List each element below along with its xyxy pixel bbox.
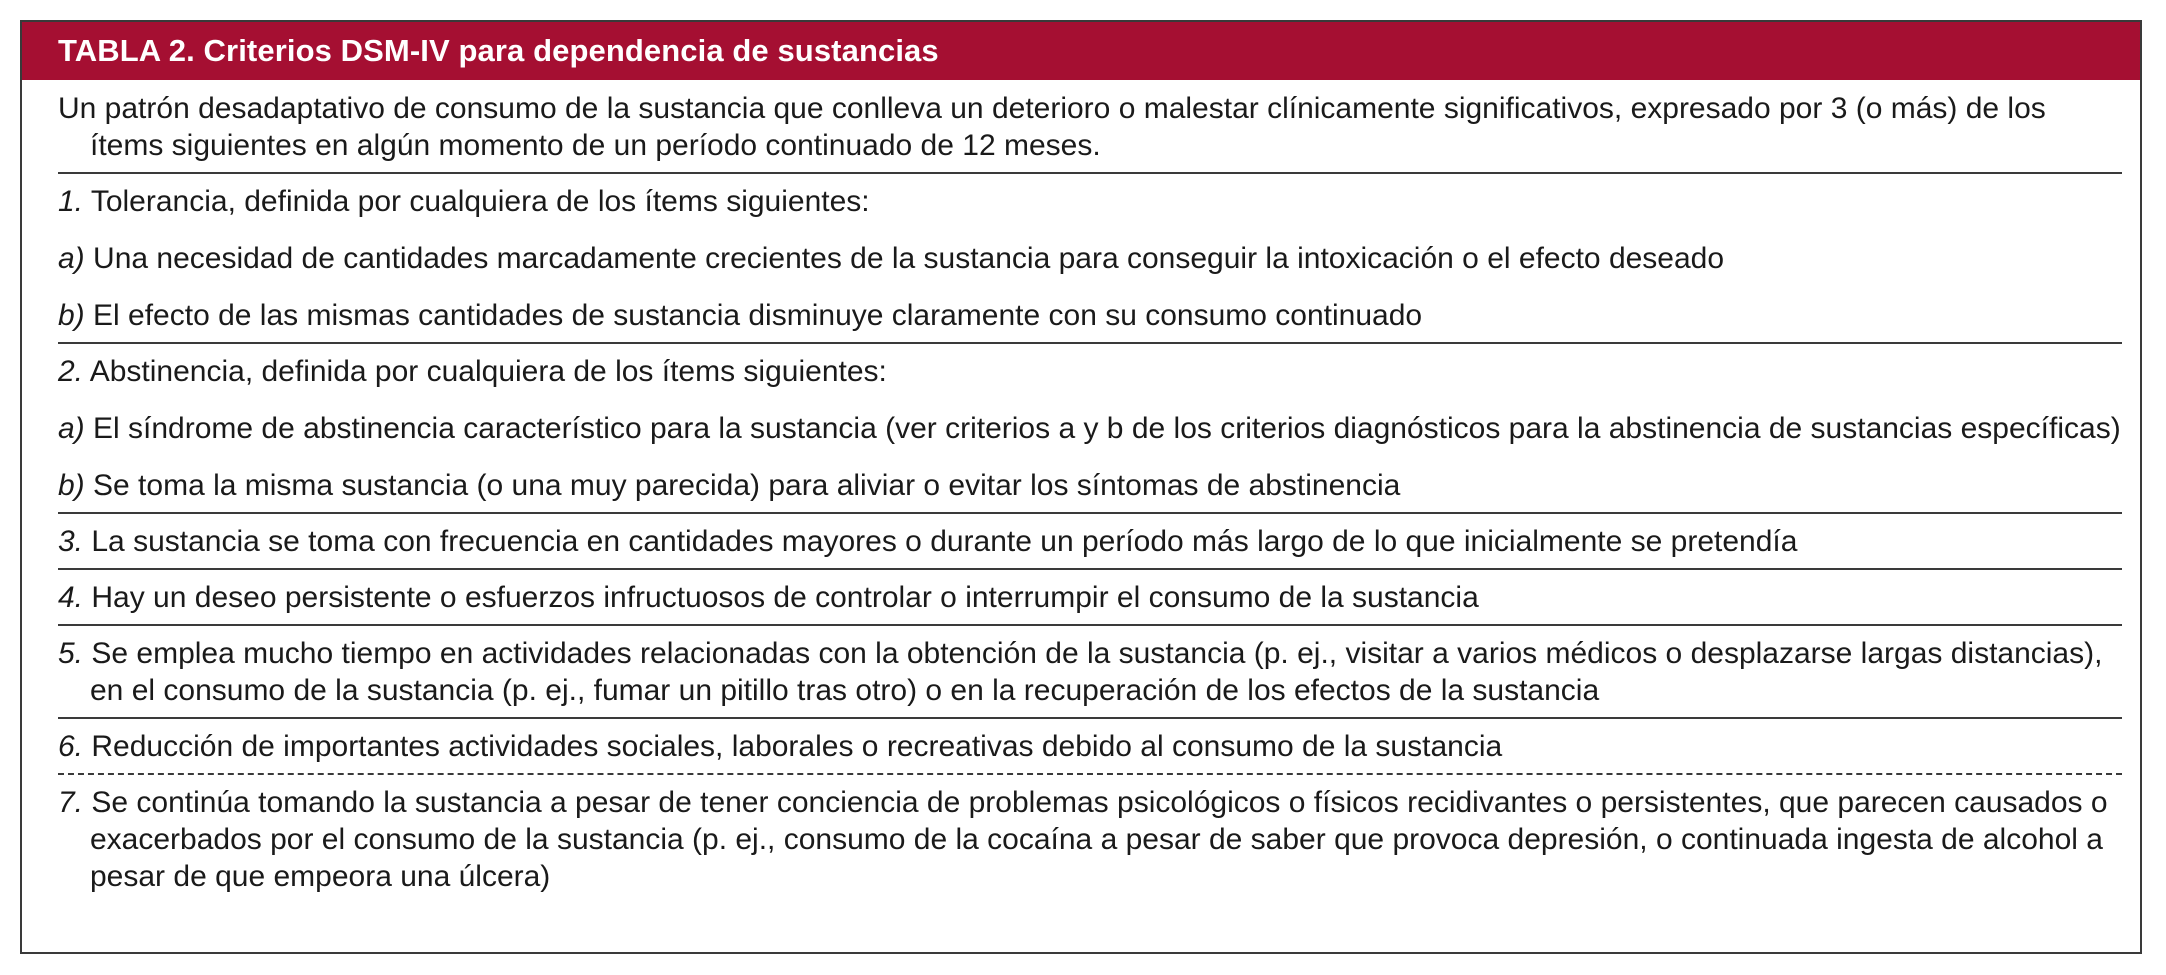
criterion-row	[58, 183, 2122, 220]
criterion-1	[58, 174, 2122, 344]
criterion-text: Se continúa tomando la sustancia a pesar de tener conciencia de problemas psicológicos o físicos recidivantes o persistentes, que parecen causados o exacerbados por el consumo de la sustancia (p. ej., consumo de la cocaína a pesar de saber que provoca depresión, o continuada ingesta de alcohol a pesar de que empeora una úlcera)	[90, 786, 2108, 893]
criterion-number: 3.	[58, 525, 84, 558]
criterion-2	[58, 344, 2122, 514]
criterion-text: Abstinencia, definida por cualquiera de los ítems siguientes:	[89, 355, 887, 388]
intro-text: Un patrón desadaptativo de consumo de la sustancia que conlleva un deterioro o malestar clínicamente significativos, expresado por 3 (o más) de los ítems siguientes en algún momento de un período continuado de 12 meses.	[58, 80, 2122, 174]
subitem-row	[58, 410, 2122, 447]
subitem-letter: a)	[58, 412, 85, 445]
criterion-row	[58, 353, 2122, 390]
criterion-text: Reducción de importantes actividades sociales, laborales o recreativas debido al consumo de la sustancia	[91, 730, 1503, 763]
criterion-text: Hay un deseo persistente o esfuerzos infructuosos de controlar o interrumpir el consumo de la sustancia	[91, 581, 1479, 614]
subitem-row	[58, 240, 2122, 277]
criterion-number: 2.	[58, 355, 84, 388]
subitem-text: Una necesidad de cantidades marcadamente crecientes de la sustancia para conseguir la intoxicación o el efecto deseado	[93, 242, 1725, 275]
criterion-row	[58, 784, 2122, 895]
subitem-row	[58, 467, 2122, 504]
criterion-6	[58, 719, 2122, 775]
criterion-3	[58, 514, 2122, 570]
criterion-text: Se emplea mucho tiempo en actividades relacionadas con la obtención de la sustancia (p. ej., visitar a varios médicos o desplazarse largas distancias), en el consumo de la sustancia (p. ej., fumar un pitillo tras otro) o en la recuperación de los efectos de la sustancia	[90, 637, 2103, 707]
criterion-number: 6.	[58, 730, 84, 763]
subitem-text: Se toma la misma sustancia (o una muy parecida) para aliviar o evitar los síntomas de abstinencia	[93, 469, 1401, 502]
criterion-row	[58, 728, 2122, 765]
criterion-number: 1.	[58, 185, 84, 218]
subitem-text: El efecto de las mismas cantidades de sustancia disminuye claramente con su consumo continuado	[93, 299, 1423, 332]
subitem-text: El síndrome de abstinencia característico para la sustancia (ver criterios a y b de los criterios diagnósticos para la abstinencia de sustancias específicas)	[93, 412, 2121, 445]
subitem-letter: b)	[58, 299, 85, 332]
subitem-letter: b)	[58, 469, 85, 502]
subitem-row	[58, 297, 2122, 334]
criterion-row	[58, 635, 2122, 709]
criterion-row	[58, 523, 2122, 560]
subitem-letter: a)	[58, 242, 85, 275]
table-title: TABLA 2. Criterios DSM-IV para dependencia de sustancias	[22, 22, 2140, 80]
table-body	[22, 80, 2140, 903]
criterion-7	[58, 775, 2122, 903]
criterion-number: 5.	[58, 637, 84, 670]
criteria-table	[20, 20, 2142, 954]
criterion-number: 4.	[58, 581, 84, 614]
criterion-5	[58, 626, 2122, 719]
criterion-text: Tolerancia, definida por cualquiera de los ítems siguientes:	[90, 185, 870, 218]
criterion-number: 7.	[58, 786, 84, 819]
criterion-text: La sustancia se toma con frecuencia en cantidades mayores o durante un período más largo de lo que inicialmente se pretendía	[91, 525, 1798, 558]
criterion-4	[58, 570, 2122, 626]
criterion-row	[58, 579, 2122, 616]
